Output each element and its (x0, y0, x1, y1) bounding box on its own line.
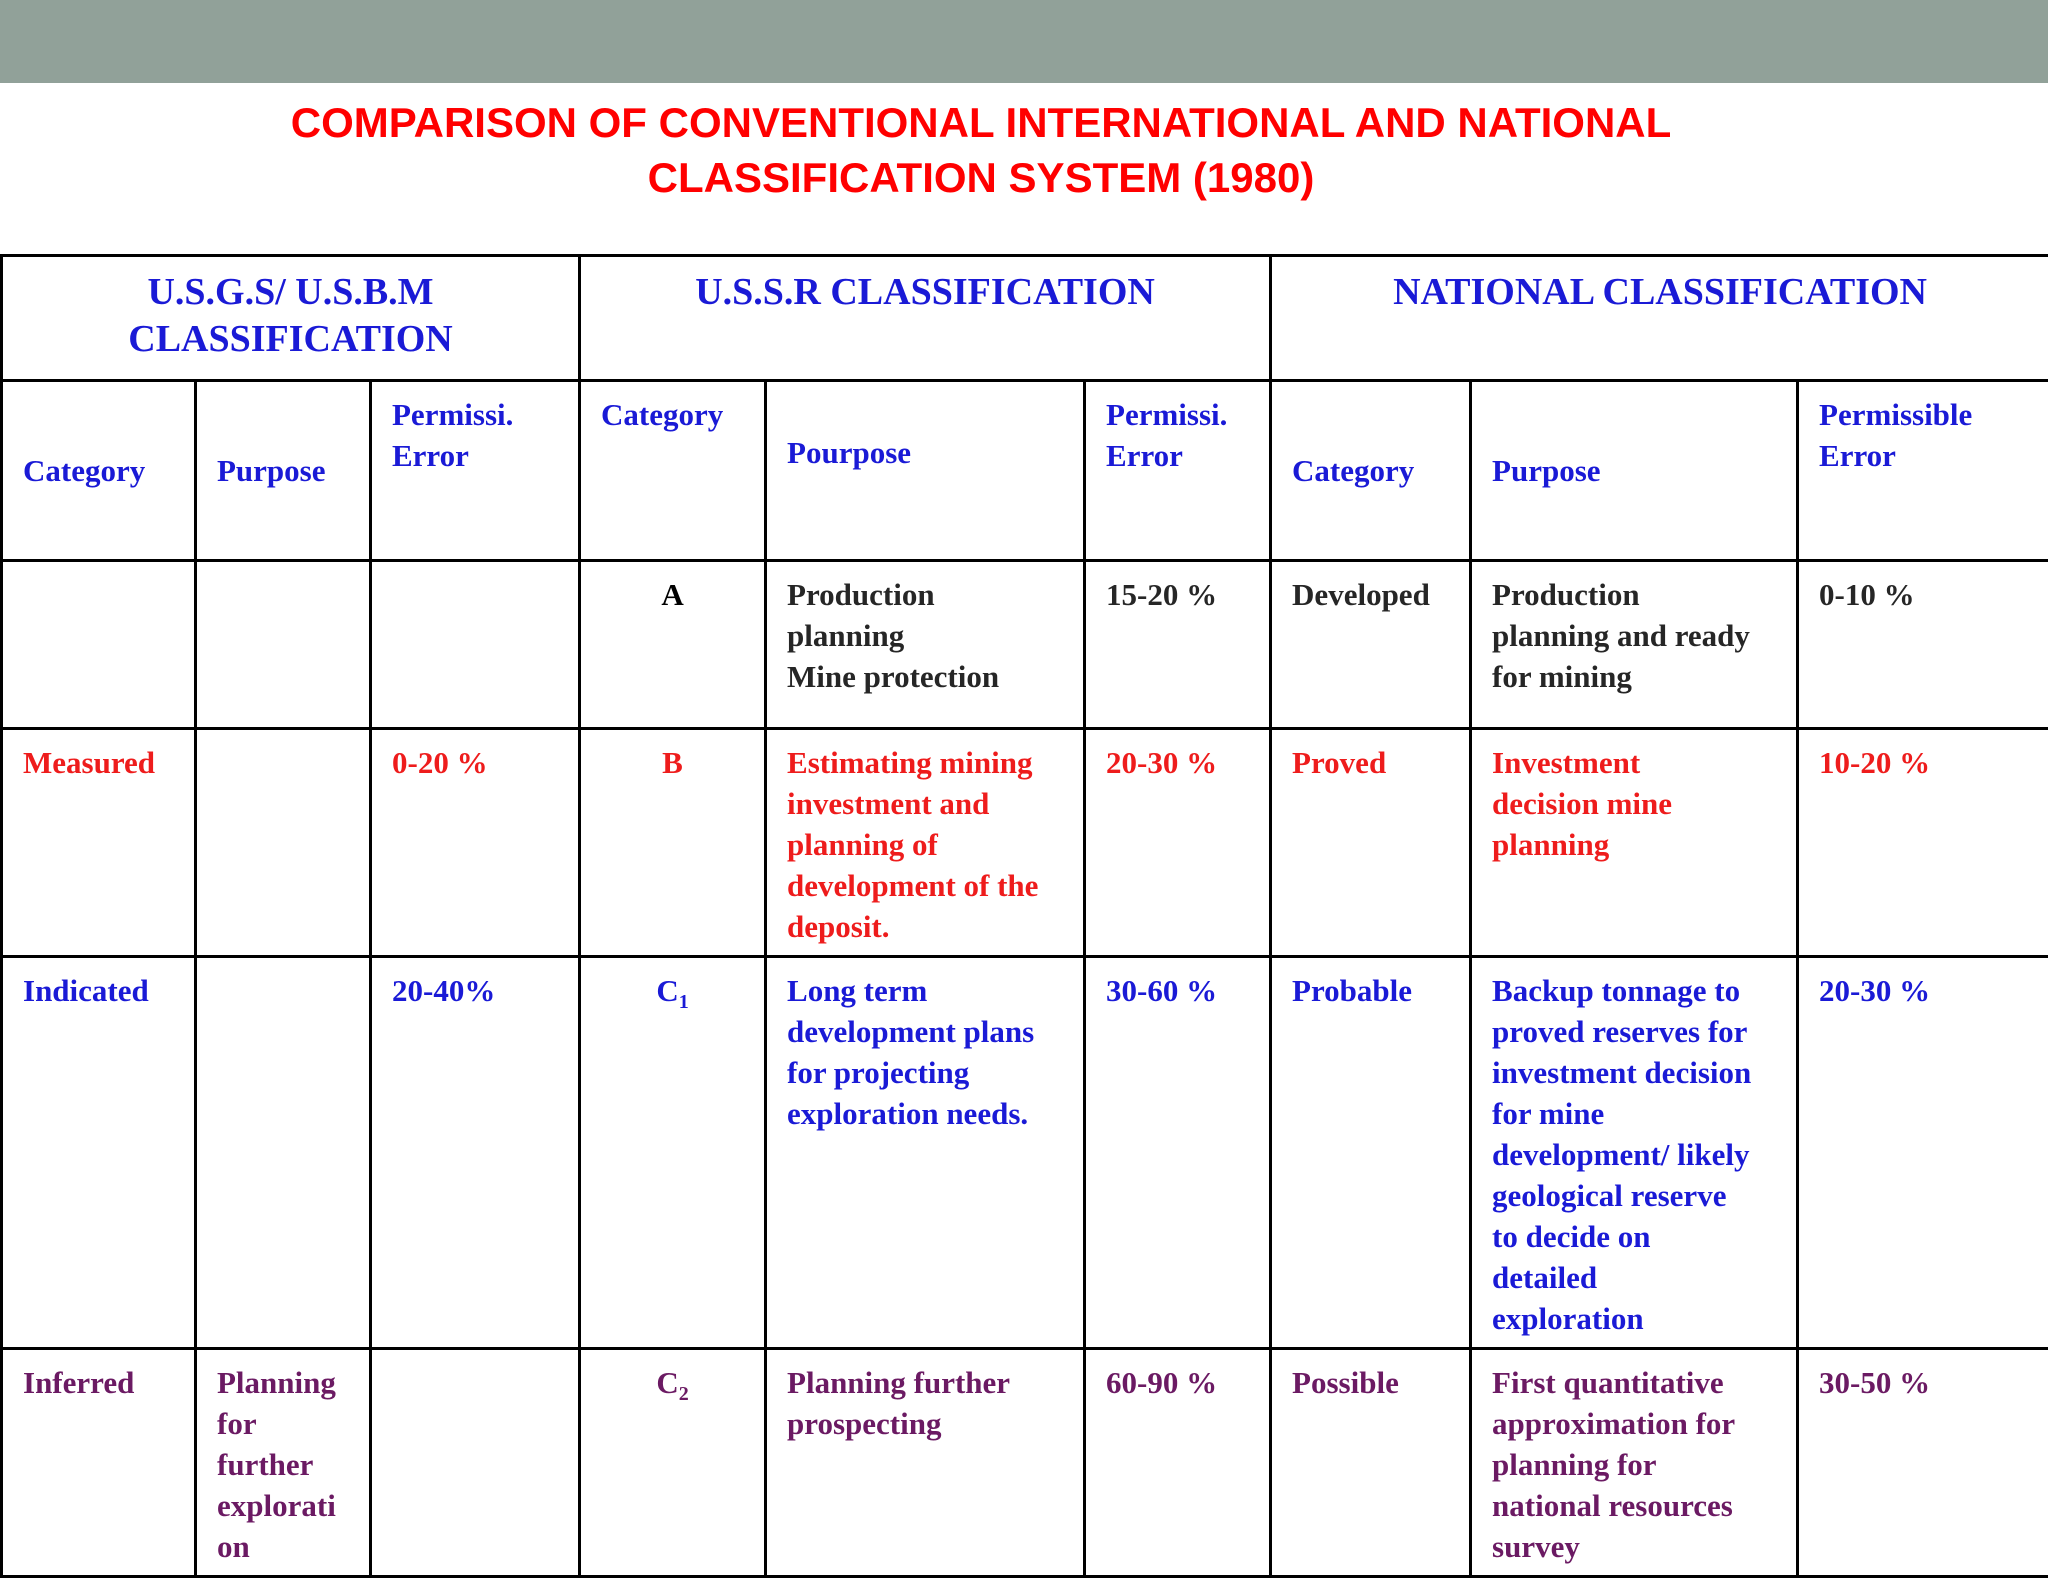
ussr-error-cell (1085, 1349, 1271, 1577)
national-category-cell-content (1272, 958, 1469, 1019)
usgs-category-cell-content (3, 730, 194, 791)
ussr-category-cell (580, 1349, 766, 1577)
national-purpose-cell-content (1472, 730, 1796, 873)
cell-text-line: for mine (1492, 1093, 1784, 1134)
cell-text-line: development plans (787, 1011, 1071, 1052)
category-letter: C (656, 1365, 678, 1400)
usgs-error-cell-content (372, 958, 578, 1019)
ussr-category-cell-content (581, 1350, 764, 1411)
cell-text-line: 0-20 % (392, 742, 566, 783)
usgs-error-cell (371, 729, 580, 957)
usgs-error-cell-content (372, 562, 578, 582)
national-purpose-cell-content (1472, 958, 1796, 1347)
national-category-header: Category (1271, 381, 1471, 561)
cell-text-line: further (217, 1444, 357, 1485)
category-letter: A (661, 577, 683, 612)
national-category-cell-content (1272, 1350, 1469, 1411)
national-purpose-cell-content (1472, 562, 1796, 705)
national-error-cell (1798, 561, 2048, 729)
cell-text-line: exploration (1492, 1298, 1784, 1339)
national-error-cell (1798, 1349, 2048, 1577)
cell-text-line: Estimating mining (787, 742, 1071, 783)
ussr-category-header: Category (580, 381, 766, 561)
usgs-error-cell-content (372, 730, 578, 791)
cell-text-line: geological reserve (1492, 1175, 1784, 1216)
ussr-purpose-cell (766, 561, 1085, 729)
ussr-purpose-cell (766, 729, 1085, 957)
cell-text-line: Developed (1292, 574, 1457, 615)
category-subscript: 2 (679, 1383, 689, 1405)
cell-text-line: Planning further (787, 1362, 1071, 1403)
cell-text-line: decision mine (1492, 783, 1784, 824)
national-error-cell-content (1799, 1350, 2048, 1411)
national-purpose-cell (1471, 957, 1798, 1349)
national-error-cell-content (1799, 562, 2048, 623)
cell-text-line: 20-40% (392, 970, 566, 1011)
usgs-purpose-cell (196, 561, 371, 729)
cell-text-line: exploration needs. (787, 1093, 1071, 1134)
ussr-error-header-line-2: Error (1106, 435, 1269, 476)
ussr-purpose-cell-content (767, 730, 1083, 955)
cell-text-line: investment decision (1492, 1052, 1784, 1093)
cell-text-line: Possible (1292, 1362, 1457, 1403)
usgs-purpose-cell-content (197, 562, 369, 582)
usgs-error-cell (371, 561, 580, 729)
category-letter: B (662, 745, 683, 780)
group-header-row (2, 256, 2048, 381)
usgs-purpose-cell-content (197, 1350, 369, 1575)
cell-text-line: for (217, 1403, 357, 1444)
usgs-error-header-line-2: Error (392, 435, 578, 476)
ussr-purpose-cell-content (767, 958, 1083, 1142)
cell-text-line: Probable (1292, 970, 1457, 1011)
cell-text-line: approximation for (1492, 1403, 1784, 1444)
national-category-cell-content (1272, 562, 1469, 623)
national-purpose-cell-content (1472, 1350, 1796, 1575)
cell-text-line: to decide on (1492, 1216, 1784, 1257)
cell-text-line: Production (1492, 574, 1784, 615)
ussr-error-cell-content (1086, 562, 1269, 623)
ussr-error-cell (1085, 729, 1271, 957)
usgs-error-cell (371, 957, 580, 1349)
cell-text-line: 30-60 % (1106, 970, 1257, 1011)
cell-text-line: national resources (1492, 1485, 1784, 1526)
cell-text-line: for projecting (787, 1052, 1071, 1093)
cell-text-line: Inferred (23, 1362, 182, 1403)
ussr-category-cell (580, 561, 766, 729)
cell-text-line: 15-20 % (1106, 574, 1257, 615)
cell-text-line: First quantitative (1492, 1362, 1784, 1403)
ussr-group-header: U.S.S.R CLASSIFICATION (580, 256, 1271, 381)
cell-text-line: 0-10 % (1819, 574, 2036, 615)
cell-text-line: deposit. (787, 906, 1071, 947)
national-group-header: NATIONAL CLASSIFICATION (1271, 256, 2048, 381)
ussr-error-cell-content (1086, 1350, 1269, 1411)
cell-text-line: 10-20 % (1819, 742, 2036, 783)
ussr-purpose-cell-content (767, 1350, 1083, 1452)
ussr-purpose-cell-content (767, 562, 1083, 705)
national-purpose-cell (1471, 729, 1798, 957)
usgs-category-cell (2, 957, 196, 1349)
cell-text-line: Production (787, 574, 1071, 615)
page-title (0, 95, 1962, 205)
usgs-error-header (371, 381, 580, 561)
national-category-cell (1271, 729, 1471, 957)
column-header-row (2, 381, 2048, 561)
table-row (2, 729, 2048, 957)
usgs-group-header (2, 256, 580, 381)
cell-text-line: survey (1492, 1526, 1784, 1567)
cell-text-line: development/ likely (1492, 1134, 1784, 1175)
national-purpose-header: Purpose (1471, 381, 1798, 561)
usgs-category-header: Category (2, 381, 196, 561)
cell-text-line: Proved (1292, 742, 1457, 783)
cell-text-line: planning and ready (1492, 615, 1784, 656)
ussr-error-cell (1085, 957, 1271, 1349)
cell-text-line: planning (1492, 824, 1784, 865)
title-line-1: COMPARISON OF CONVENTIONAL INTERNATIONAL AND NATIONAL (0, 95, 1962, 150)
national-error-header-line-1: Permissible (1819, 394, 2048, 435)
classification-table (0, 254, 2048, 1578)
cell-text-line: development of the (787, 865, 1071, 906)
usgs-category-cell-content (3, 562, 194, 582)
national-error-cell-content (1799, 730, 2048, 791)
top-banner-bar (0, 0, 2048, 83)
usgs-error-cell (371, 1349, 580, 1577)
ussr-purpose-header: Pourpose (766, 381, 1085, 561)
national-purpose-cell (1471, 561, 1798, 729)
ussr-category-cell (580, 957, 766, 1349)
usgs-category-cell-content (3, 958, 194, 1019)
national-error-header-line-2: Error (1819, 435, 2048, 476)
usgs-group-line-1: U.S.G.S/ U.S.B.M (3, 269, 578, 316)
cell-text-line: prospecting (787, 1403, 1071, 1444)
usgs-purpose-cell (196, 1349, 371, 1577)
usgs-group-line-2: CLASSIFICATION (3, 316, 578, 363)
cell-text-line: Measured (23, 742, 182, 783)
cell-text-line: investment and (787, 783, 1071, 824)
usgs-category-cell (2, 729, 196, 957)
cell-text-line: Backup tonnage to (1492, 970, 1784, 1011)
table-row (2, 1349, 2048, 1577)
ussr-error-header (1085, 381, 1271, 561)
ussr-error-header-line-1: Permissi. (1106, 394, 1269, 435)
national-error-cell-content (1799, 958, 2048, 1019)
usgs-purpose-cell (196, 957, 371, 1349)
cell-text-line: 20-30 % (1106, 742, 1257, 783)
usgs-error-header-line-1: Permissi. (392, 394, 578, 435)
national-error-header (1798, 381, 2048, 561)
usgs-purpose-header: Purpose (196, 381, 371, 561)
cell-text-line: planning (787, 615, 1071, 656)
usgs-error-cell-content (372, 1350, 578, 1370)
usgs-purpose-cell (196, 729, 371, 957)
cell-text-line: planning of (787, 824, 1071, 865)
table-row (2, 561, 2048, 729)
ussr-category-cell-content (581, 562, 764, 623)
cell-text-line: on (217, 1526, 357, 1567)
cell-text-line: Long term (787, 970, 1071, 1011)
cell-text-line: for mining (1492, 656, 1784, 697)
cell-text-line: explorati (217, 1485, 357, 1526)
category-subscript: 1 (679, 991, 689, 1013)
cell-text-line: Planning (217, 1362, 357, 1403)
table-row (2, 957, 2048, 1349)
cell-text-line: 60-90 % (1106, 1362, 1257, 1403)
usgs-category-cell (2, 1349, 196, 1577)
national-category-cell-content (1272, 730, 1469, 791)
national-error-cell (1798, 729, 2048, 957)
ussr-error-cell (1085, 561, 1271, 729)
category-letter: C (656, 973, 678, 1008)
cell-text-line: 30-50 % (1819, 1362, 2036, 1403)
cell-text-line: detailed (1492, 1257, 1784, 1298)
cell-text-line: Mine protection (787, 656, 1071, 697)
usgs-category-cell (2, 561, 196, 729)
usgs-purpose-cell-content (197, 958, 369, 978)
national-category-cell (1271, 1349, 1471, 1577)
cell-text-line: Investment (1492, 742, 1784, 783)
ussr-category-cell-content (581, 730, 764, 791)
ussr-purpose-cell (766, 1349, 1085, 1577)
national-error-cell (1798, 957, 2048, 1349)
cell-text-line: 20-30 % (1819, 970, 2036, 1011)
ussr-error-cell-content (1086, 958, 1269, 1019)
national-category-cell (1271, 561, 1471, 729)
ussr-category-cell-content (581, 958, 764, 1019)
national-purpose-cell (1471, 1349, 1798, 1577)
national-category-cell (1271, 957, 1471, 1349)
ussr-error-cell-content (1086, 730, 1269, 791)
cell-text-line: Indicated (23, 970, 182, 1011)
cell-text-line: planning for (1492, 1444, 1784, 1485)
usgs-purpose-cell-content (197, 730, 369, 750)
ussr-category-cell (580, 729, 766, 957)
ussr-purpose-cell (766, 957, 1085, 1349)
usgs-category-cell-content (3, 1350, 194, 1411)
title-line-2: CLASSIFICATION SYSTEM (1980) (0, 150, 1962, 205)
cell-text-line: proved reserves for (1492, 1011, 1784, 1052)
